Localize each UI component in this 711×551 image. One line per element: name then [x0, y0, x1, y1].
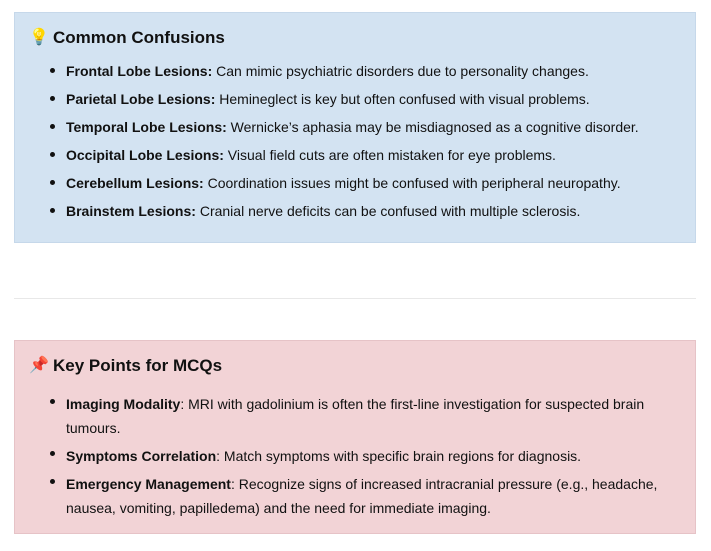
item-label: Parietal Lobe Lesions: [66, 91, 216, 107]
item-label: Cerebellum Lesions: [66, 175, 204, 191]
list-item [66, 444, 681, 468]
key-points-heading [29, 355, 681, 377]
list-item [66, 117, 681, 137]
list-item [66, 61, 681, 81]
key-points-callout [14, 340, 696, 534]
key-points-list [29, 392, 681, 520]
common-confusions-title: Common Confusions [53, 28, 225, 47]
item-text: Visual field cuts are often mistaken for eye problems. [223, 147, 556, 163]
item-label: Frontal Lobe Lesions: [66, 63, 213, 79]
item-text: Hemineglect is key but often confused with visual problems. [215, 91, 590, 107]
list-item [66, 472, 681, 520]
list-item [66, 145, 681, 165]
item-text: Coordination issues might be confused with peripheral neuropathy. [203, 175, 621, 191]
item-text: Can mimic psychiatric disorders due to personality changes. [212, 63, 589, 79]
list-item [66, 392, 681, 440]
item-label: Symptoms Correlation [66, 448, 217, 464]
common-confusions-list [29, 61, 681, 221]
list-item [66, 173, 681, 193]
item-label: Brainstem Lesions: [66, 203, 196, 219]
list-item [66, 201, 681, 221]
common-confusions-heading [29, 27, 681, 49]
lightbulb-icon: 💡 [29, 29, 49, 46]
item-text: Wernicke’s aphasia may be misdiagnosed as a cognitive disorder. [226, 119, 639, 135]
item-label: Emergency Management [66, 476, 231, 492]
section-divider [14, 298, 696, 299]
item-text: : Match symptoms with specific brain regions for diagnosis. [216, 448, 582, 464]
item-label: Imaging Modality [66, 396, 181, 412]
list-item [66, 89, 681, 109]
common-confusions-callout [14, 12, 696, 243]
item-text: : Recognize signs of increased intracranial pressure (e.g., headache, nausea, vomiting, papilledema) and the need for immediate imaging. [66, 476, 658, 516]
key-points-title: Key Points for MCQs [53, 356, 223, 375]
pushpin-icon: 📌 [29, 357, 49, 374]
item-label: Occipital Lobe Lesions: [66, 147, 224, 163]
item-label: Temporal Lobe Lesions: [66, 119, 227, 135]
item-text: Cranial nerve deficits can be confused with multiple sclerosis. [195, 203, 581, 219]
item-text: : MRI with gadolinium is often the first-line investigation for suspected brain tumours. [66, 396, 645, 436]
